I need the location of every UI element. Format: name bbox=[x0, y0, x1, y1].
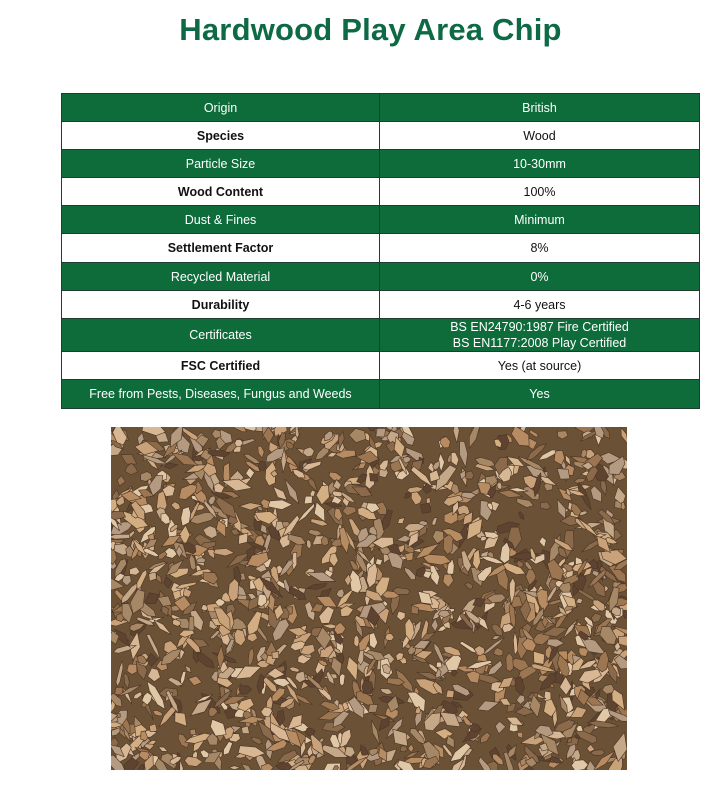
wood-chip bbox=[157, 596, 171, 607]
table-row bbox=[62, 122, 700, 150]
wood-chip bbox=[127, 664, 137, 674]
spec-label: FSC Certified bbox=[62, 352, 380, 380]
wood-chip bbox=[334, 622, 346, 634]
wood-chip bbox=[190, 729, 196, 735]
wood-chip bbox=[597, 651, 609, 673]
wood-chip bbox=[397, 611, 405, 621]
wood-chip bbox=[431, 618, 438, 631]
wood-chip bbox=[327, 452, 337, 457]
table-row bbox=[62, 263, 700, 291]
spec-value: 8% bbox=[380, 234, 700, 263]
wood-chip bbox=[185, 756, 203, 766]
wood-chip bbox=[465, 583, 473, 590]
wood-chip bbox=[224, 741, 233, 755]
wood-chip bbox=[370, 473, 378, 481]
wood-chip bbox=[311, 519, 328, 526]
wood-chip bbox=[481, 732, 491, 743]
wood-chip bbox=[500, 698, 511, 705]
wood-chip bbox=[466, 671, 480, 683]
wood-chip bbox=[268, 500, 292, 510]
wood-chip bbox=[248, 596, 258, 610]
spec-label: Particle Size bbox=[62, 150, 380, 178]
wood-chip bbox=[586, 760, 595, 770]
spec-value: British bbox=[380, 94, 700, 122]
wood-chip bbox=[511, 427, 529, 446]
spec-value: 4-6 years bbox=[380, 291, 700, 319]
wood-chip bbox=[201, 605, 208, 611]
wood-chip bbox=[181, 507, 191, 526]
wood-chip bbox=[371, 720, 379, 745]
spec-table bbox=[61, 93, 700, 409]
wood-chip bbox=[133, 692, 142, 699]
wood-chip bbox=[466, 471, 474, 479]
wood-chip bbox=[208, 496, 215, 505]
wood-chip bbox=[343, 506, 357, 516]
wood-chip bbox=[534, 651, 545, 664]
wood-chip bbox=[248, 648, 254, 667]
wood-chip bbox=[146, 654, 158, 667]
wood-chip bbox=[444, 511, 458, 524]
wood-chip bbox=[283, 579, 289, 594]
wood-chip bbox=[303, 447, 315, 457]
wood-chip bbox=[347, 657, 358, 681]
wood-chip bbox=[251, 737, 262, 744]
wood-chip bbox=[330, 553, 339, 567]
wood-chip bbox=[446, 690, 454, 698]
wood-chip bbox=[519, 511, 524, 519]
wood-chip bbox=[517, 732, 522, 738]
wood-chip bbox=[273, 487, 287, 501]
table-row bbox=[62, 94, 700, 122]
wood-chip bbox=[447, 455, 451, 463]
wood-chip bbox=[405, 552, 413, 561]
spec-label: Free from Pests, Diseases, Fungus and Weeds bbox=[62, 380, 380, 409]
wood-chip bbox=[339, 527, 349, 553]
wood-chip bbox=[477, 701, 499, 711]
wood-chip bbox=[241, 764, 252, 770]
wood-chip bbox=[310, 490, 315, 497]
spec-value: 0% bbox=[380, 263, 700, 291]
wood-chip bbox=[175, 712, 187, 726]
wood-chips-texture bbox=[111, 427, 627, 770]
wood-chip bbox=[539, 537, 546, 548]
spec-value: Minimum bbox=[380, 206, 700, 234]
wood-chip bbox=[125, 463, 138, 474]
wood-chip bbox=[153, 710, 163, 716]
wood-chip bbox=[517, 498, 534, 507]
wood-chip bbox=[200, 750, 209, 758]
spec-label: Durability bbox=[62, 291, 380, 319]
wood-chip bbox=[453, 427, 459, 443]
wood-chip bbox=[304, 496, 312, 504]
table-row bbox=[62, 178, 700, 206]
wood-chip bbox=[557, 499, 566, 519]
wood-chip bbox=[197, 654, 215, 669]
table-row bbox=[62, 380, 700, 409]
wood-chip bbox=[258, 461, 266, 471]
wood-chip bbox=[516, 695, 525, 704]
spec-label: Certificates bbox=[62, 319, 380, 352]
wood-chip bbox=[288, 534, 306, 545]
wood-chip bbox=[380, 689, 392, 695]
wood-chip bbox=[258, 446, 264, 458]
wood-chip bbox=[239, 686, 252, 695]
wood-chip bbox=[379, 717, 390, 730]
spec-value: Yes (at source) bbox=[380, 352, 700, 380]
wood-chip bbox=[405, 492, 412, 498]
wood-chip bbox=[477, 566, 491, 582]
wood-chip bbox=[436, 662, 442, 667]
wood-chips-photo bbox=[111, 427, 627, 770]
wood-chip bbox=[116, 661, 123, 687]
table-row bbox=[62, 206, 700, 234]
wood-chip bbox=[408, 744, 414, 753]
wood-chip bbox=[469, 427, 480, 448]
wood-chip bbox=[154, 620, 172, 635]
wood-chip bbox=[307, 584, 327, 590]
wood-chip bbox=[179, 630, 195, 637]
wood-chip bbox=[500, 542, 510, 563]
wood-chip bbox=[591, 613, 602, 622]
wood-chip bbox=[446, 736, 454, 748]
wood-chip bbox=[558, 431, 568, 439]
wood-chip bbox=[576, 598, 583, 604]
wood-chip bbox=[161, 513, 170, 524]
page-title: Hardwood Play Area Chip bbox=[179, 12, 562, 47]
wood-chip bbox=[433, 461, 440, 470]
wood-chip bbox=[376, 559, 383, 566]
spec-label: Recycled Material bbox=[62, 263, 380, 291]
wood-chip bbox=[404, 567, 415, 579]
wood-chip bbox=[579, 648, 588, 657]
wood-chip bbox=[289, 667, 300, 672]
wood-chip bbox=[600, 626, 617, 644]
wood-chip bbox=[158, 747, 168, 752]
wood-chip bbox=[506, 653, 513, 672]
wood-chip bbox=[171, 502, 180, 510]
wood-chip bbox=[443, 574, 454, 587]
wood-chip bbox=[309, 529, 322, 536]
wood-chip bbox=[239, 533, 248, 544]
wood-chip bbox=[385, 633, 394, 640]
wood-chip bbox=[530, 430, 539, 437]
spec-label: Settlement Factor bbox=[62, 234, 380, 263]
wood-chip bbox=[494, 648, 503, 656]
wood-chip bbox=[460, 441, 468, 467]
wood-chip bbox=[451, 452, 459, 466]
spec-value: 10-30mm bbox=[380, 150, 700, 178]
wood-chip bbox=[316, 485, 329, 505]
wood-chip bbox=[156, 574, 161, 583]
wood-chip bbox=[369, 633, 378, 649]
wood-chip bbox=[492, 636, 501, 640]
spec-value bbox=[380, 319, 700, 352]
wood-chip bbox=[149, 724, 157, 732]
wood-chip bbox=[495, 721, 506, 734]
wood-chip bbox=[272, 651, 279, 658]
wood-chip bbox=[214, 548, 235, 556]
wood-chip bbox=[400, 746, 407, 752]
spec-label: Dust & Fines bbox=[62, 206, 380, 234]
wood-chip bbox=[398, 518, 405, 524]
wood-chip bbox=[121, 454, 137, 464]
table-row bbox=[62, 291, 700, 319]
wood-chip bbox=[326, 671, 334, 685]
wood-chip bbox=[305, 728, 315, 736]
wood-chip bbox=[247, 633, 257, 642]
wood-chip bbox=[329, 472, 342, 480]
wood-chip bbox=[460, 641, 477, 653]
table-row bbox=[62, 150, 700, 178]
spec-label: Origin bbox=[62, 94, 380, 122]
wood-chip bbox=[513, 632, 517, 655]
wood-chip bbox=[340, 674, 345, 686]
wood-chip bbox=[376, 428, 386, 437]
spec-value: Yes bbox=[380, 380, 700, 409]
wood-chip bbox=[443, 495, 463, 506]
wood-chip bbox=[229, 766, 240, 770]
wood-chip bbox=[574, 478, 586, 483]
spec-value: 100% bbox=[380, 178, 700, 206]
wood-chip bbox=[311, 604, 323, 613]
wood-chip bbox=[565, 455, 570, 466]
wood-chip bbox=[117, 476, 125, 486]
wood-chip bbox=[557, 469, 570, 480]
wood-chip bbox=[525, 562, 532, 570]
wood-chip bbox=[203, 526, 218, 539]
wood-chip bbox=[368, 704, 378, 712]
wood-chip bbox=[307, 540, 312, 550]
wood-chip bbox=[621, 428, 627, 445]
wood-chip bbox=[314, 502, 325, 522]
wood-chip bbox=[144, 593, 160, 604]
wood-chip bbox=[433, 530, 445, 543]
wood-chip bbox=[164, 577, 173, 589]
wood-chip bbox=[591, 486, 602, 502]
certificate-line: BS EN24790:1987 Fire Certified bbox=[450, 320, 629, 334]
wood-chip bbox=[379, 460, 388, 471]
spec-label: Species bbox=[62, 122, 380, 150]
wood-chip bbox=[158, 552, 167, 560]
wood-chip bbox=[540, 502, 551, 509]
wood-chip bbox=[111, 534, 130, 539]
spec-value: Wood bbox=[380, 122, 700, 150]
wood-chip bbox=[411, 492, 422, 505]
wood-chip bbox=[137, 764, 144, 770]
spec-label: Wood Content bbox=[62, 178, 380, 206]
wood-chip bbox=[148, 668, 161, 682]
wood-chip bbox=[420, 503, 431, 514]
wood-chip bbox=[354, 635, 359, 648]
wood-chip bbox=[336, 589, 344, 598]
wood-chip bbox=[130, 567, 141, 575]
wood-chip bbox=[432, 518, 437, 526]
wood-chip bbox=[212, 430, 221, 439]
wood-chip bbox=[349, 429, 366, 443]
table-row bbox=[62, 352, 700, 380]
certificate-line: BS EN1177:2008 Play Certified bbox=[452, 336, 627, 350]
wood-chip bbox=[124, 673, 130, 689]
wood-chip bbox=[602, 684, 614, 694]
table-row bbox=[62, 234, 700, 263]
table-row bbox=[62, 319, 700, 352]
wood-chip bbox=[232, 427, 246, 432]
wood-chip bbox=[188, 676, 202, 686]
wood-chip bbox=[362, 680, 373, 694]
wood-chip bbox=[393, 729, 408, 746]
